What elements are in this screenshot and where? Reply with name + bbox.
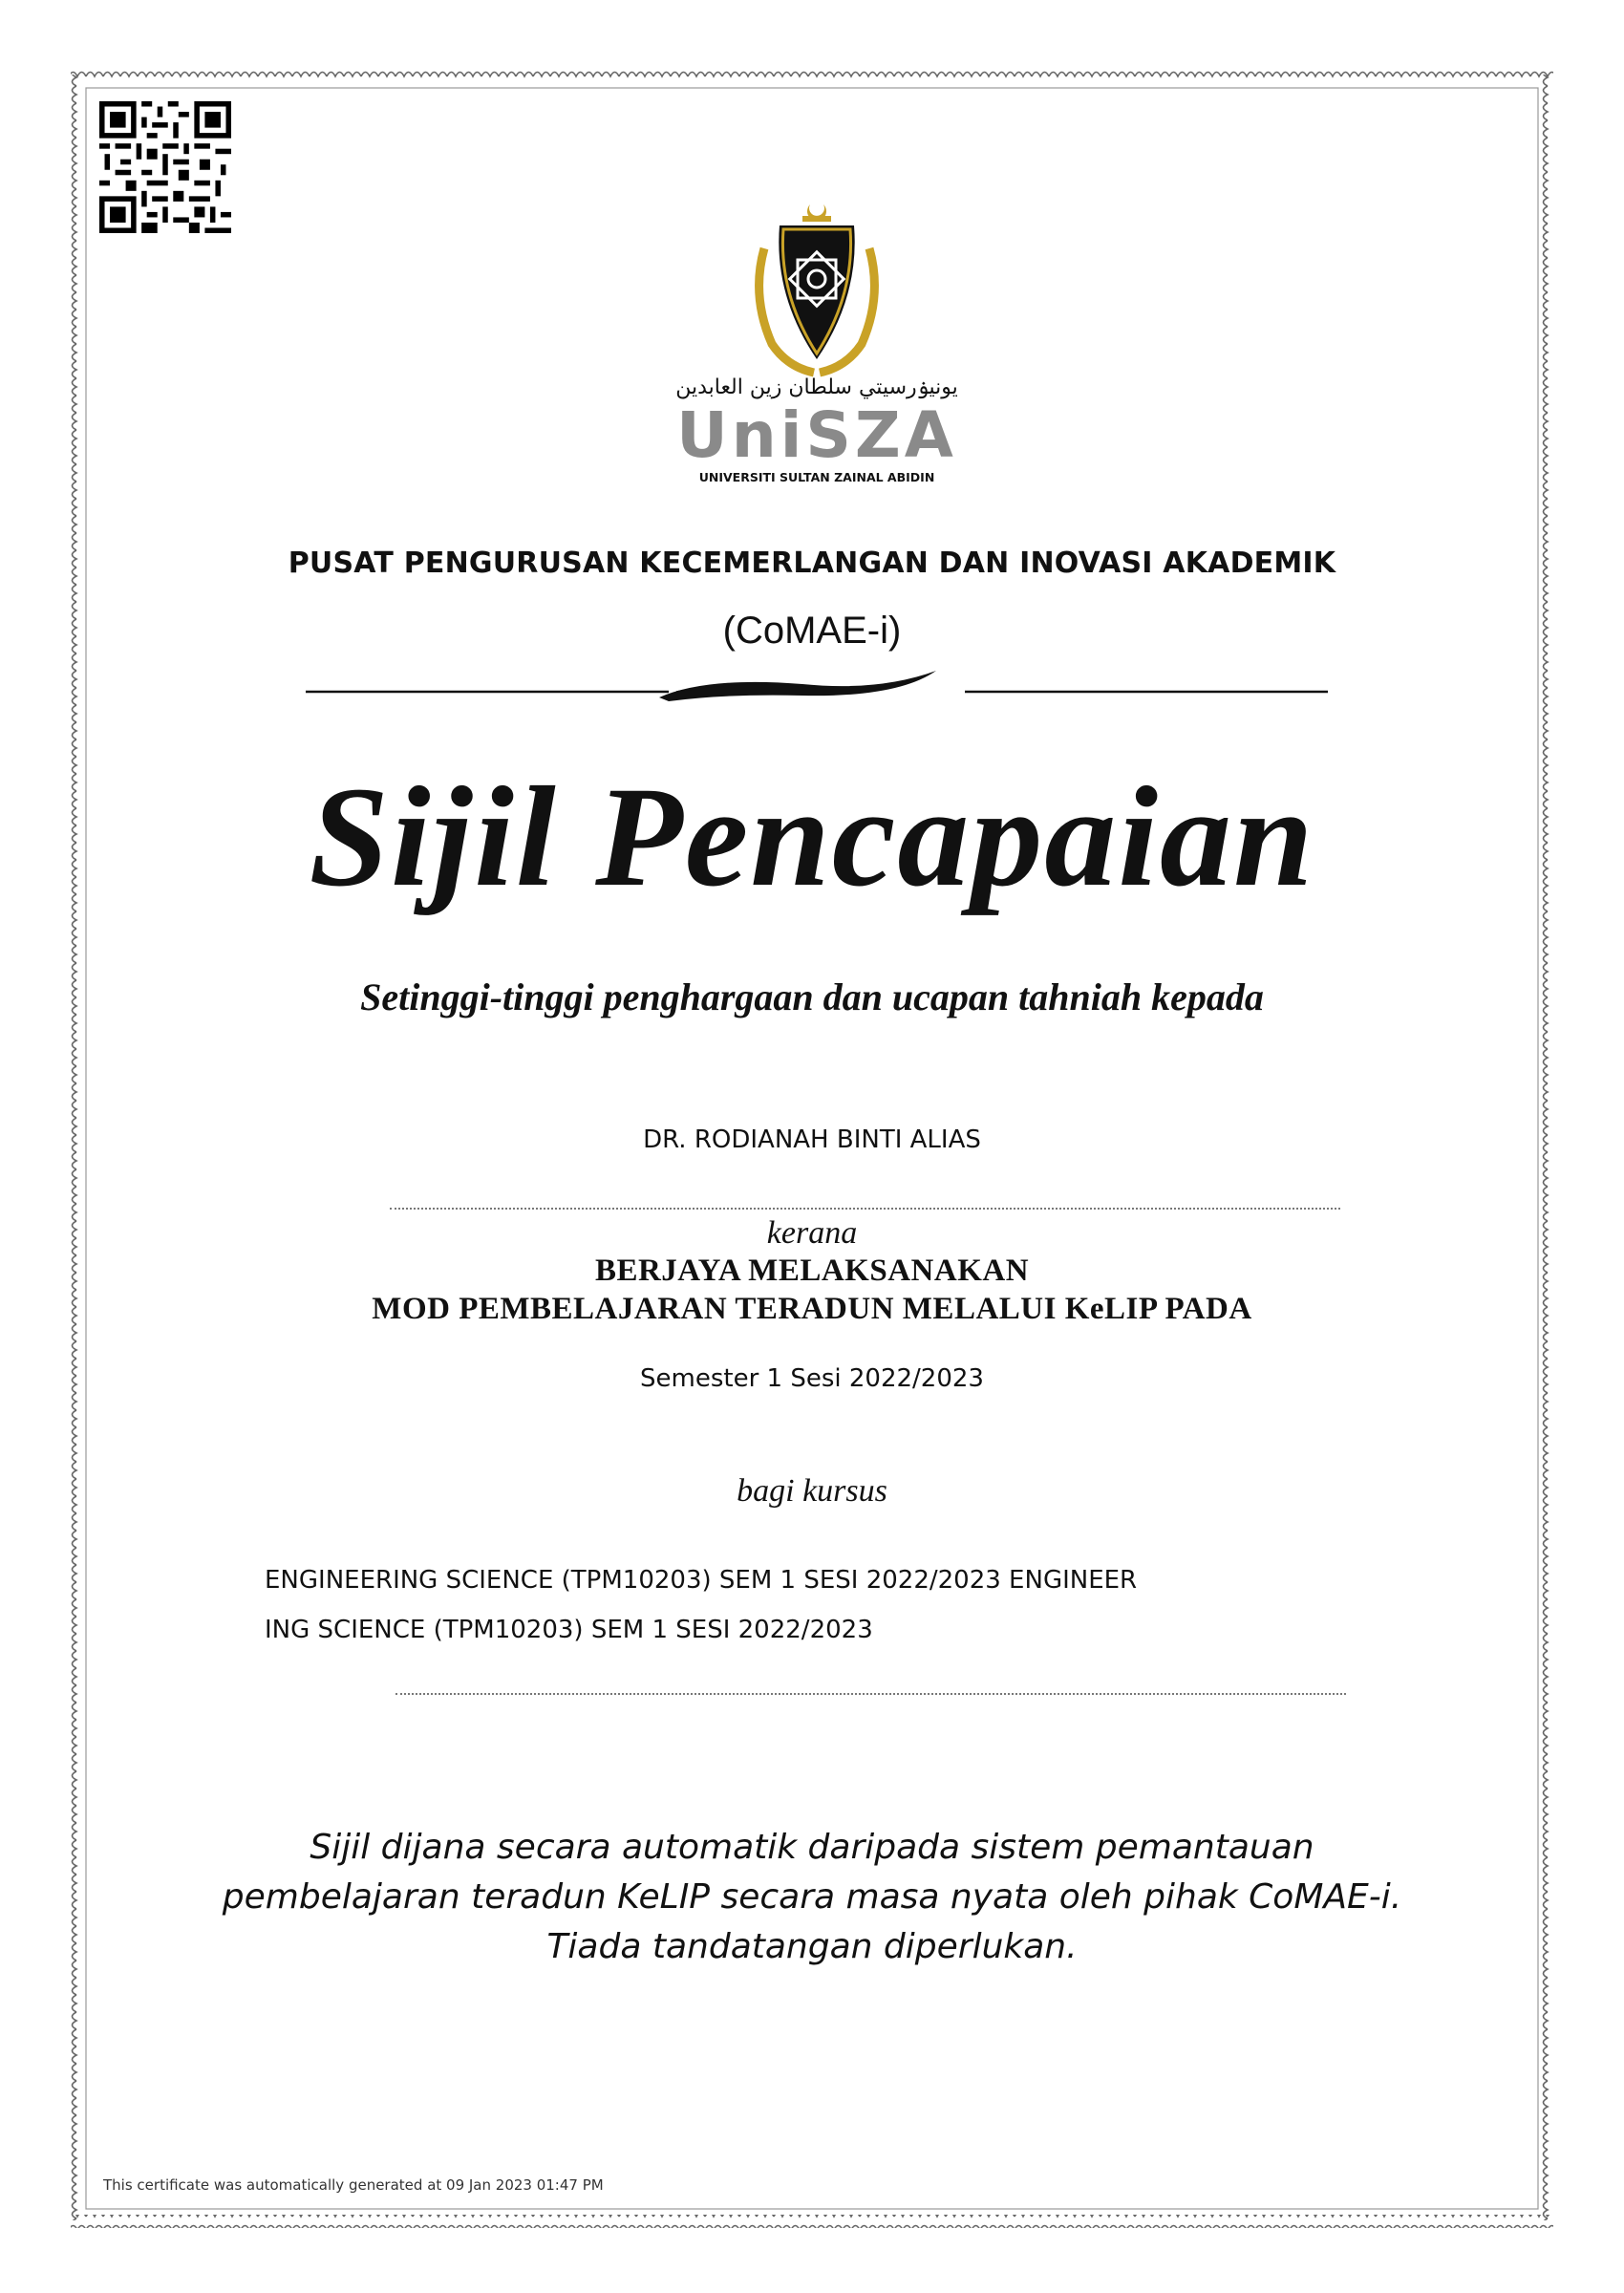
- recipient-dotted-line: [390, 1208, 1340, 1210]
- certificate-title: Sijil Pencapaian: [309, 758, 1315, 916]
- logo-arabic-text: يونيۏرسيتي سلطان زين العابدين: [675, 375, 958, 399]
- kerana-text: kerana: [766, 1215, 858, 1251]
- certificate-subtitle: Setinggi-tinggi penghargaan dan ucapan tahniah kepada: [360, 975, 1264, 1018]
- bagi-kursus-text: bagi kursus: [737, 1473, 887, 1509]
- course-dotted-line: [395, 1693, 1346, 1695]
- institution-abbreviation: (CoMAE-i): [722, 610, 902, 652]
- course-line-2: ING SCIENCE (TPM10203) SEM 1 SESI 2022/2023: [265, 1616, 873, 1644]
- university-logo: [659, 191, 974, 497]
- course-line-1: ENGINEERING SCIENCE (TPM10203) SEM 1 SESI 2022/2023 ENGINEER: [265, 1566, 1138, 1595]
- qr-code: [99, 101, 231, 233]
- logo-university-name: UNIVERSITI SULTAN ZAINAL ABIDIN: [698, 470, 935, 484]
- generated-timestamp: This certificate was automatically generated at 09 Jan 2023 01:47 PM: [103, 2176, 604, 2194]
- footer-statement: [0, 1823, 1624, 1972]
- course-name: [265, 1555, 1335, 1655]
- footer-line-3: Tiada tandatangan diperlukan.: [546, 1927, 1078, 1966]
- achievement-line-1: BERJAYA MELAKSANAKAN: [594, 1254, 1030, 1288]
- footer-line-1: Sijil dijana secara automatik daripada sistem pemantauan: [310, 1828, 1314, 1867]
- logo-wordmark: UniSZA: [676, 398, 957, 472]
- footer-line-2: pembelajaran teradun KeLIP secara masa nyata oleh pihak CoMAE-i.: [222, 1877, 1402, 1917]
- crest-icon: [759, 204, 875, 373]
- ornamental-divider: [306, 659, 1328, 717]
- achievement-line-2: MOD PEMBELAJARAN TERADUN MELALUI KeLIP PADA: [372, 1292, 1252, 1326]
- institution-name: PUSAT PENGURUSAN KECEMERLANGAN DAN INOVASI AKADEMIK: [288, 546, 1336, 580]
- semester-text: Semester 1 Sesi 2022/2023: [640, 1364, 984, 1393]
- recipient-name: DR. RODIANAH BINTI ALIAS: [643, 1125, 981, 1154]
